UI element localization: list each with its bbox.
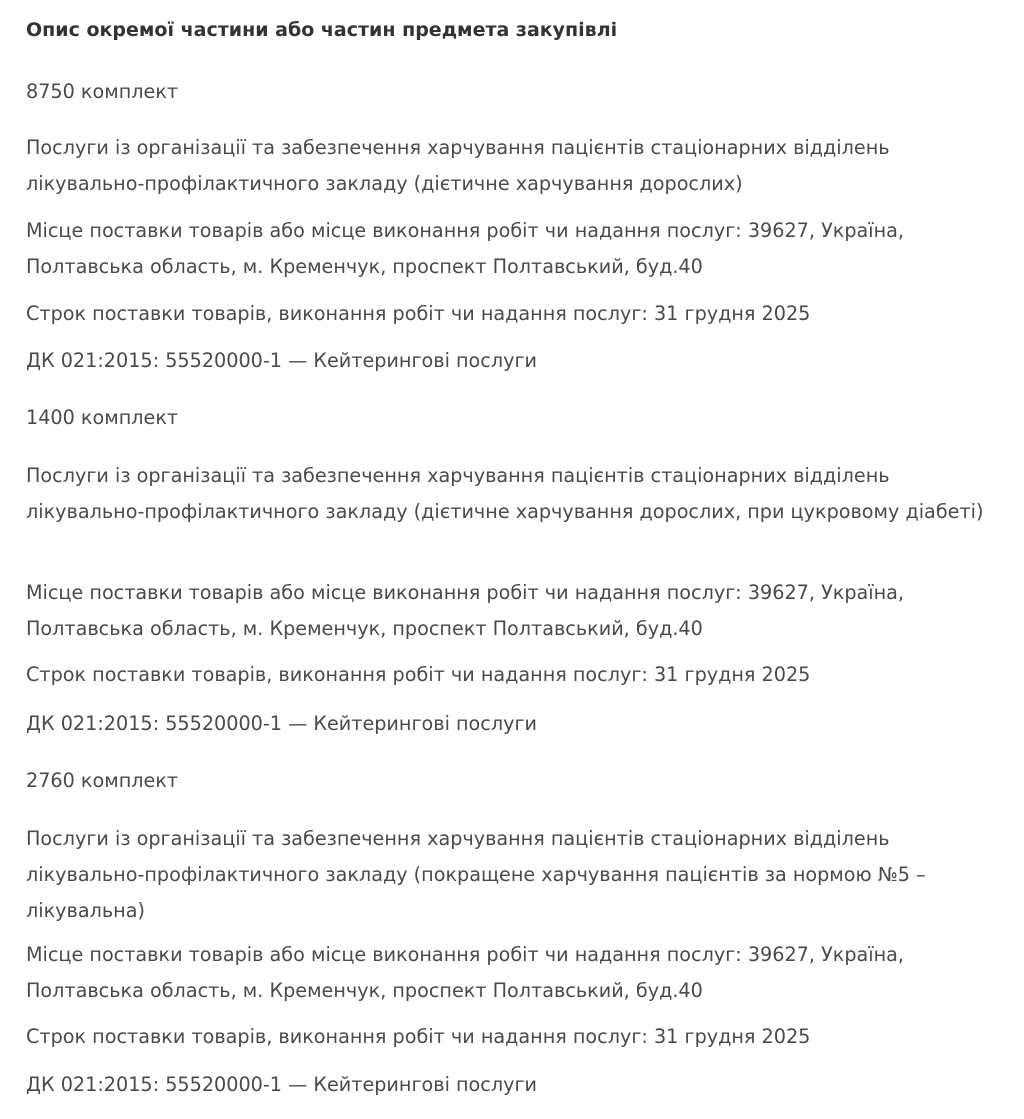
lot-1-quantity: 8750 комплект (26, 80, 179, 103)
lot-1-description: Послуги із організації та забезпечення харчування пацієнтів стаціонарних відділень лікувально-профілактичного закладу (дієтичне харчування дорослих) (26, 136, 890, 195)
lot-1-delivery-place: Місце поставки товарів або місце виконання робіт чи надання послуг: 39627, Україна, Полтавська область, м. Кременчук, проспект Полтавський, буд.40 (26, 219, 905, 278)
lot-1-classifier: ДК 021:2015: 55520000-1 — Кейтерингові послуги (26, 349, 538, 372)
lot-2-delivery-place: Місце поставки товарів або місце виконання робіт чи надання послуг: 39627, Україна, Полтавська область, м. Кременчук, проспект Полтавський, буд.40 (26, 581, 905, 640)
lot-2-delivery-term: Строк поставки товарів, виконання робіт чи надання послуг: 31 грудня 2025 (26, 663, 811, 686)
lot-2-classifier: ДК 021:2015: 55520000-1 — Кейтерингові послуги (26, 712, 538, 735)
lot-2-description: Послуги із організації та забезпечення харчування пацієнтів стаціонарних відділень лікувально-профілактичного закладу (дієтичне харчування дорослих, при цукровому діабеті) (26, 464, 984, 523)
lot-3-quantity: 2760 комплект (26, 769, 179, 792)
lot-3-classifier: ДК 021:2015: 55520000-1 — Кейтерингові послуги (26, 1073, 538, 1096)
lot-3-delivery-place: Місце поставки товарів або місце виконання робіт чи надання послуг: 39627, Україна, Полтавська область, м. Кременчук, проспект Полтавський, буд.40 (26, 943, 905, 1002)
section-title: Опис окремої частини або частин предмета закупівлі (26, 19, 618, 41)
lot-3-delivery-term: Строк поставки товарів, виконання робіт чи надання послуг: 31 грудня 2025 (26, 1025, 811, 1048)
lot-3-description: Послуги із організації та забезпечення харчування пацієнтів стаціонарних відділень лікувально-профілактичного закладу (покращене харчування пацієнтів за нормою №5 – лікувальна) (26, 827, 926, 922)
lot-2-quantity: 1400 комплект (26, 406, 179, 429)
lot-1-delivery-term: Строк поставки товарів, виконання робіт чи надання послуг: 31 грудня 2025 (26, 302, 811, 325)
